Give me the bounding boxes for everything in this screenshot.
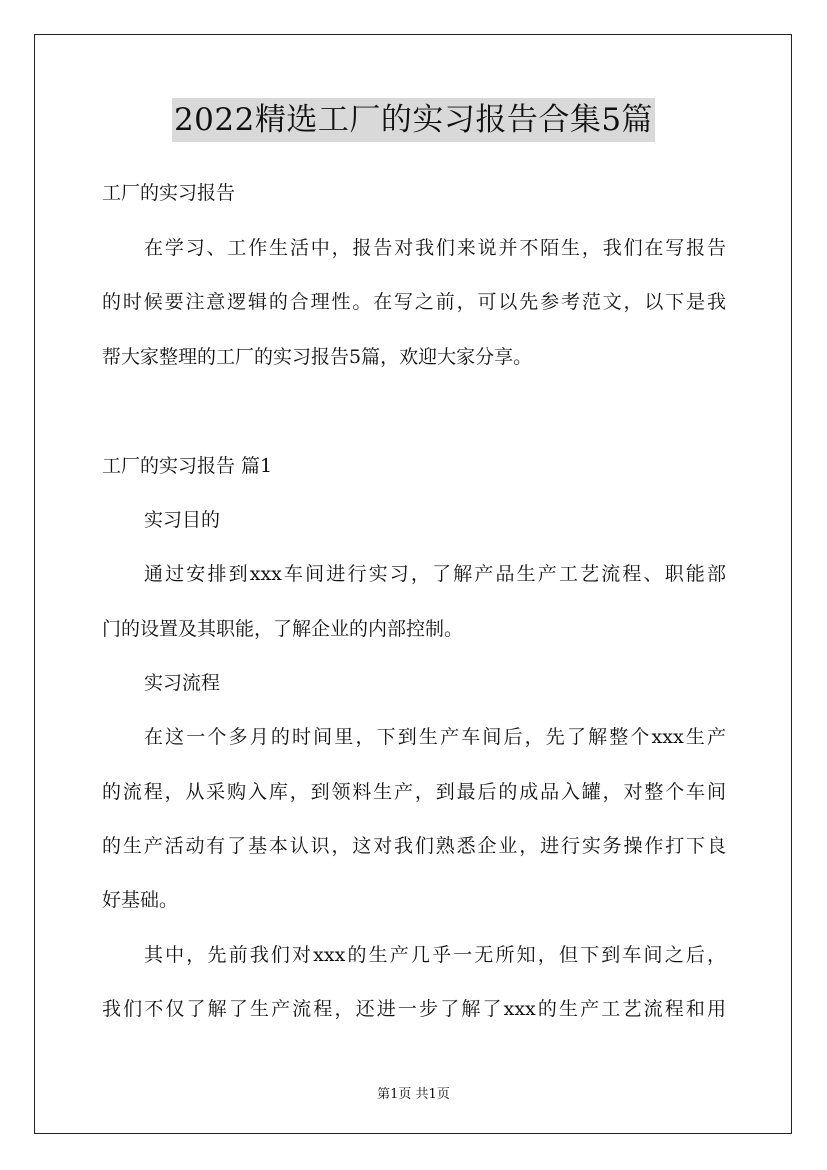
- paragraph-line: 在这一个多月的时间里，下到生产车间后，先了解整个xxx生产: [144, 726, 726, 748]
- paragraph-line: 通过安排到xxx车间进行实习，了解产品生产工艺流程、职能部: [144, 563, 726, 585]
- page-footer: 第1页 共1页: [377, 1087, 450, 1102]
- paragraph-line: 其中，先前我们对xxx的生产几乎一无所知，但下到车间之后，: [144, 944, 726, 966]
- title-container: [0, 98, 827, 142]
- paragraph-line: 的时候要注意逻辑的合理性。在写之前，可以先参考范文，以下是我: [102, 291, 726, 313]
- paragraph-line: 门的设置及其职能，了解企业的内部控制。: [102, 618, 464, 640]
- section-heading: 工厂的实习报告 篇1: [102, 455, 273, 477]
- subheading: 实习目的: [144, 509, 221, 531]
- subheading: 实习流程: [144, 672, 221, 694]
- paragraph-line: 帮大家整理的工厂的实习报告5篇，欢迎大家分享。: [102, 346, 533, 368]
- paragraph-line: 的生产活动有了基本认识，这对我们熟悉企业，进行实务操作打下良: [102, 835, 726, 857]
- section-heading: 工厂的实习报告: [102, 182, 236, 204]
- paragraph-line: 我们不仅了解了生产流程，还进一步了解了xxx的生产工艺流程和用: [102, 998, 726, 1020]
- paragraph-line: 在学习、工作生活中，报告对我们来说并不陌生，我们在写报告: [144, 237, 726, 259]
- paragraph-line: 好基础。: [102, 889, 179, 911]
- paragraph-line: 的流程，从采购入库，到领料生产，到最后的成品入罐，对整个车间: [102, 781, 726, 803]
- document-title: 2022精选工厂的实习报告合集5篇: [172, 98, 655, 142]
